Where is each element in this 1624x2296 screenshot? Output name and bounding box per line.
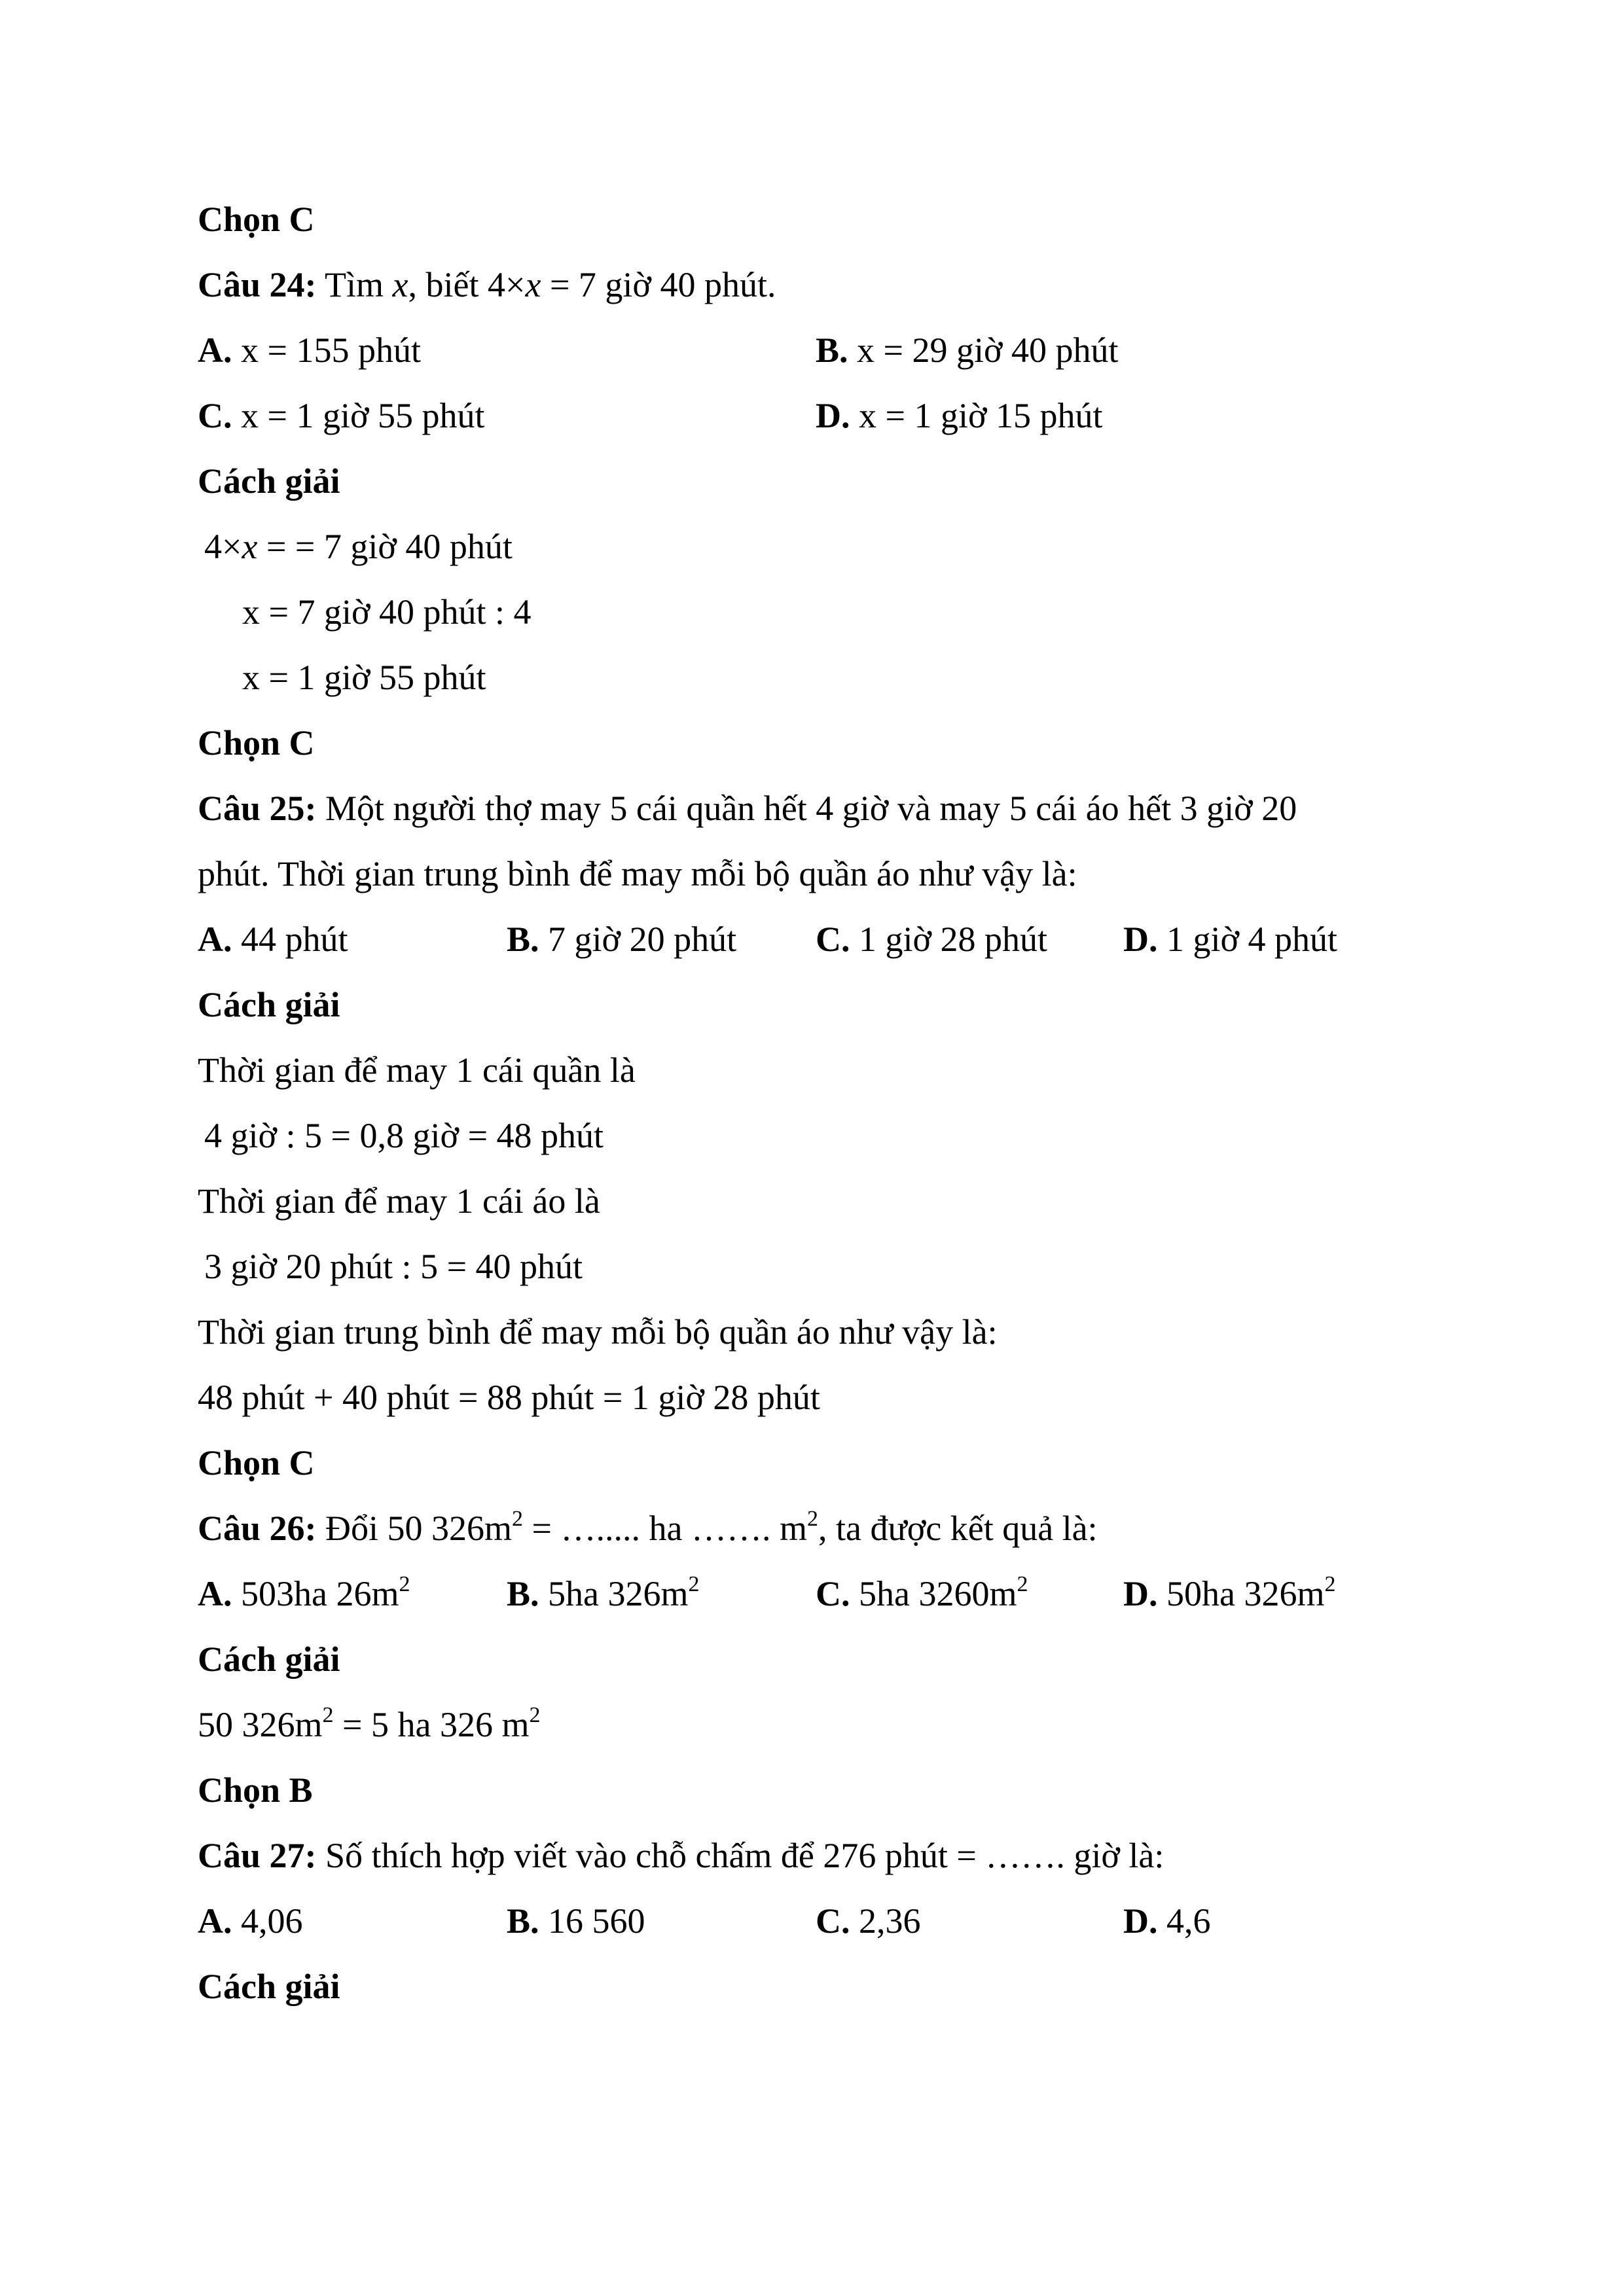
superscript: 2	[399, 1572, 410, 1596]
sol-x: x	[242, 527, 258, 566]
q24-text-mid: , biết	[408, 265, 479, 304]
q26-option-d	[1123, 1573, 1335, 1615]
q24-text-pre: Tìm	[325, 265, 384, 304]
q27-question	[198, 1835, 1164, 1876]
option-letter: C.	[816, 1574, 850, 1613]
option-letter: D.	[1123, 1574, 1158, 1613]
q27-option-c	[816, 1900, 921, 1942]
option-text: 7 giờ 20 phút	[548, 920, 737, 959]
q26-option-b	[507, 1573, 700, 1615]
sol-a: 50 326m	[198, 1705, 323, 1744]
sol-rest: = = 7 giờ 40 phút	[266, 527, 513, 566]
q25-sol-line: Thời gian để may 1 cái quần là	[198, 1050, 636, 1090]
q25-sol-line: 3 giờ 20 phút : 5 = 40 phút	[204, 1247, 583, 1286]
option-letter: B.	[507, 920, 539, 959]
q27-option-d	[1123, 1900, 1211, 1942]
option-text: x = 155 phút	[241, 331, 421, 370]
superscript: 2	[512, 1507, 524, 1531]
option-text: 2,36	[859, 1901, 921, 1941]
option-text: 1 giờ 28 phút	[859, 920, 1048, 959]
q25-label: Câu 25:	[198, 789, 317, 828]
sol-b: = 5 ha 326 m	[333, 1705, 530, 1744]
q25-option-c	[816, 918, 1047, 960]
q24-expr-lhs: 4×	[488, 265, 526, 304]
option-letter: D.	[816, 396, 850, 435]
q24-sol-line2: x = 7 giờ 40 phút : 4	[242, 592, 532, 632]
q25-sol-line: 48 phút + 40 phút = 88 phút = 1 giờ 28 phút	[198, 1378, 820, 1417]
option-text: x = 1 giờ 15 phút	[859, 396, 1103, 435]
option-letter: D.	[1123, 1901, 1158, 1941]
q26-text-a: Đổi 50 326m	[325, 1509, 513, 1548]
q25-text-line1: Một người thợ may 5 cái quần hết 4 giờ và may 5 cái áo hết 3 giờ 20	[325, 789, 1297, 828]
q27-text: Số thích hợp viết vào chỗ chấm để 276 phút = ……. giờ là:	[325, 1836, 1164, 1875]
sol-lhs: 4×	[204, 527, 242, 566]
q27-solution-title: Cách giải	[198, 1967, 340, 2006]
option-letter: B.	[507, 1574, 539, 1613]
option-letter: B.	[816, 331, 848, 370]
q24-sol-line3: x = 1 giờ 55 phút	[242, 658, 486, 697]
option-letter: C.	[816, 920, 850, 959]
q25-solution-title: Cách giải	[198, 985, 340, 1024]
option-letter: A.	[198, 1901, 232, 1941]
option-text: x = 29 giờ 40 phút	[857, 331, 1119, 370]
q25-option-b	[507, 918, 736, 960]
option-text: 16 560	[548, 1901, 645, 1941]
q26-question	[198, 1507, 1098, 1549]
q25-sol-line: Thời gian để may 1 cái áo là	[198, 1181, 600, 1221]
q26-text-c: , ta được kết quả là:	[818, 1509, 1098, 1548]
q24-solution-title: Cách giải	[198, 461, 340, 501]
q24-option-d	[816, 395, 1103, 437]
q24-option-b	[816, 329, 1119, 371]
q25-sol-line: 4 giờ : 5 = 0,8 giờ = 48 phút	[204, 1116, 604, 1155]
q25-question-line2: phút. Thời gian trung bình để may mỗi bộ quần áo như vậy là:	[198, 854, 1077, 893]
superscript: 2	[322, 1703, 334, 1727]
q23-answer: Chọn C	[198, 200, 315, 239]
option-text: 5ha 3260m	[859, 1574, 1017, 1613]
q24-answer: Chọn C	[198, 723, 315, 762]
option-letter: A.	[198, 331, 232, 370]
q27-option-b	[507, 1900, 645, 1942]
superscript: 2	[688, 1572, 700, 1596]
superscript: 2	[1017, 1572, 1028, 1596]
q26-text-b: = …..... ha ……. m	[523, 1509, 807, 1548]
q24-sol-line1	[204, 526, 513, 567]
option-text: 4,6	[1166, 1901, 1211, 1941]
option-text: x = 1 giờ 55 phút	[241, 396, 485, 435]
q27-option-a	[198, 1900, 303, 1942]
option-letter: A.	[198, 1574, 232, 1613]
option-text: 503ha 26m	[241, 1574, 399, 1613]
q24-question	[198, 264, 776, 306]
q25-option-a	[198, 918, 348, 960]
option-letter: C.	[816, 1901, 850, 1941]
q24-var-x: x	[392, 265, 408, 304]
q25-option-d	[1123, 918, 1337, 960]
q24-expr-x: x	[525, 265, 541, 304]
option-letter: A.	[198, 920, 232, 959]
q27-label: Câu 27:	[198, 1836, 317, 1875]
q24-label: Câu 24:	[198, 265, 317, 304]
q26-option-c	[816, 1573, 1028, 1615]
option-text: 5ha 326m	[548, 1574, 689, 1613]
q26-option-a	[198, 1573, 410, 1615]
superscript: 2	[806, 1507, 818, 1531]
q26-solution-title: Cách giải	[198, 1640, 340, 1679]
q25-answer: Chọn C	[198, 1443, 315, 1482]
q25-question-line1	[198, 787, 1297, 829]
superscript: 2	[529, 1703, 541, 1727]
q24-option-c	[198, 395, 485, 437]
option-text: 1 giờ 4 phút	[1166, 920, 1338, 959]
option-text: 50ha 326m	[1166, 1574, 1325, 1613]
option-letter: D.	[1123, 920, 1158, 959]
q26-answer: Chọn B	[198, 1770, 313, 1810]
superscript: 2	[1324, 1572, 1336, 1596]
option-text: 4,06	[241, 1901, 303, 1941]
q24-option-a	[198, 329, 421, 371]
option-text: 44 phút	[241, 920, 348, 959]
q26-label: Câu 26:	[198, 1509, 317, 1548]
option-letter: C.	[198, 396, 232, 435]
q25-sol-line: Thời gian trung bình để may mỗi bộ quần áo như vậy là:	[198, 1312, 998, 1352]
option-letter: B.	[507, 1901, 539, 1941]
q26-sol-line	[198, 1704, 540, 1746]
q24-expr-rest: = 7 giờ 40 phút.	[549, 265, 776, 304]
